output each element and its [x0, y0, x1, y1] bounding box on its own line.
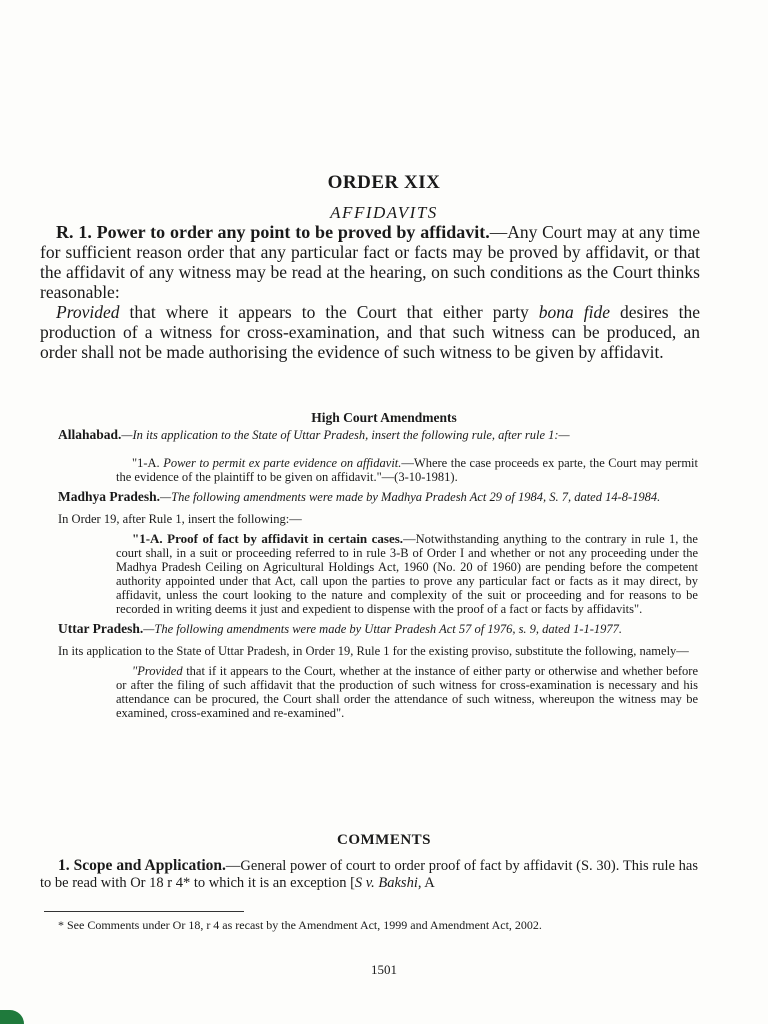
uttar-pradesh-name: Uttar Pradesh. [58, 621, 144, 636]
scope-tail: , A [417, 875, 435, 891]
proviso-text-2: desires the production of a witness for cross-examination, and that such witness can be produced, an order shall not be made authorising the evidence of such witness to be given by affidavit. [40, 302, 700, 362]
scope-heading: 1. Scope and Application. [58, 857, 226, 874]
allahabad-intro-text: —In its application to the State of Uttar Pradesh, insert the following rule, after rule 1:— [121, 428, 570, 442]
allahabad-name: Allahabad. [58, 427, 122, 442]
madhya-pradesh-quote [116, 532, 698, 616]
rule-1-heading: R. 1. Power to order any point to be proved by affidavit. [56, 222, 490, 242]
allahabad-quote-text: —Where the case proceeds ex parte, the Court may permit the evidence of the plaintiff to be given on affidavit."—(3-10-1981). [116, 456, 698, 484]
rule-1-paragraph [40, 222, 700, 302]
madhya-pradesh-quote-text: —Notwithstanding anything to the contrary in rule 1, the court shall, in a suit or proceeding referred to in rule 3-B of Order I and whether or not any proceeding under the Madhya Pradesh Ceiling on Agricultural Holdings Act, 1960 (No. 20 of 1960) are pending before the competent authority appointed under that Act, call upon the parties to prove any particular fact or facts as it may direct, by affidavit, unless the court looking to the nature and complexity of the suit or proceeding and for reasons to be recorded in writing deems it just and expedient to dispense with the proof of a fact or facts by affidavits". [116, 532, 698, 616]
madhya-pradesh-intro [40, 490, 698, 504]
uttar-pradesh-substitute-line: In its application to the State of Uttar Pradesh, in Order 19, Rule 1 for the existing proviso, substitute the following, namely— [58, 644, 689, 658]
proviso-italic: bona fide [538, 302, 610, 322]
madhya-pradesh-insert-line: In Order 19, after Rule 1, insert the following:— [58, 512, 302, 526]
scope-text: —General power of court to order proof of fact by affidavit (S. 30). This rule has to be read with Or 18 r 4* to which it is an exception [ [40, 858, 699, 891]
proviso-lead: Provided [56, 302, 120, 322]
madhya-pradesh-quote-heading: "1-A. Proof of fact by affidavit in certain cases. [132, 531, 404, 546]
footnote-divider [44, 911, 244, 912]
madhya-pradesh-name: Madhya Pradesh. [58, 489, 161, 504]
page-number: 1501 [371, 962, 397, 977]
proviso-text-1: that where it appears to the Court that either party [119, 302, 539, 322]
allahabad-quote [116, 456, 698, 484]
order-subtitle: AFFIDAVITS [330, 203, 438, 222]
allahabad-intro [40, 428, 698, 442]
rule-1-section [40, 222, 700, 362]
uttar-pradesh-quote-text: that if it appears to the Court, whether at the instance of either party or otherwise and whether before or after the filing of such affidavit that the production of such witness for cross-examination is necessary and his attendance can be procured, the Court shall order the attendance of such witness, whereupon the witness may be examined, cross-examined and re-examined". [116, 664, 698, 720]
amendments-section [40, 428, 698, 720]
corner-decoration [0, 1010, 24, 1024]
uttar-pradesh-quote-italic: "Provided [132, 664, 183, 678]
comments-heading: COMMENTS [337, 832, 431, 848]
uttar-pradesh-intro-text: —The following amendments were made by Uttar Pradesh Act 57 of 1976, s. 9, dated 1-1-1977. [143, 622, 623, 636]
comments-section [40, 857, 698, 892]
allahabad-quote-lead: "1-A. [132, 456, 164, 470]
rule-1-text: —Any Court may at any time for sufficient reason order that any particular fact or facts may be proved by affidavit, or that the affidavit of any witness may be read at the hearing, on such conditions as the Court thinks reasonable: [40, 222, 700, 302]
amendments-heading: High Court Amendments [311, 410, 457, 425]
uttar-pradesh-intro [40, 622, 698, 636]
scope-italic: S v. Bakshi [354, 875, 418, 891]
allahabad-quote-italic: Power to permit ex parte evidence on affidavit. [163, 456, 402, 470]
madhya-pradesh-intro-text: —The following amendments were made by Madhya Pradesh Act 29 of 1984, S. 7, dated 14-8-1984. [160, 490, 661, 504]
scope-paragraph [40, 857, 698, 892]
rule-1-proviso [40, 302, 700, 362]
uttar-pradesh-quote [116, 664, 698, 720]
order-title: ORDER XIX [327, 172, 441, 193]
footnote: * See Comments under Or 18, r 4 as recast by the Amendment Act, 1999 and Amendment Act, 2002. [58, 918, 542, 932]
